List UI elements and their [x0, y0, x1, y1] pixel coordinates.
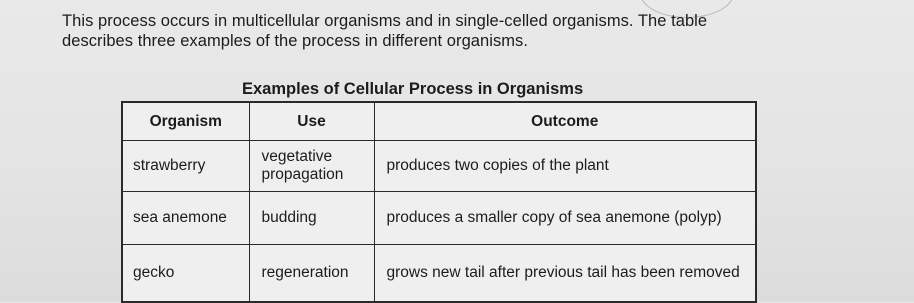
table-title: Examples of Cellular Process in Organisms	[242, 80, 584, 98]
intro-line-1: This process occurs in multicellular organisms and in single-celled organisms. The table	[62, 12, 708, 30]
table-row	[122, 141, 756, 192]
table-row	[122, 192, 756, 245]
cell-outcome: produces two copies of the plant	[374, 141, 756, 192]
header-use: Use	[249, 102, 374, 141]
cellular-process-table	[121, 101, 757, 303]
table-header-row	[122, 102, 756, 141]
cell-organism: sea anemone	[122, 192, 249, 245]
cell-outcome: produces a smaller copy of sea anemone (polyp)	[374, 192, 756, 245]
cell-use: budding	[249, 192, 374, 245]
intro-line-2: describes three examples of the process in different organisms.	[62, 32, 528, 50]
header-organism: Organism	[122, 102, 249, 141]
cell-use: vegetative propagation	[249, 141, 374, 192]
header-outcome: Outcome	[374, 102, 756, 141]
cell-use: regeneration	[249, 245, 374, 303]
intro-paragraph	[62, 11, 862, 51]
cell-outcome: grows new tail after previous tail has been removed	[374, 245, 756, 303]
table-row	[122, 245, 756, 303]
cell-organism: strawberry	[122, 141, 249, 192]
cell-organism: gecko	[122, 245, 249, 303]
